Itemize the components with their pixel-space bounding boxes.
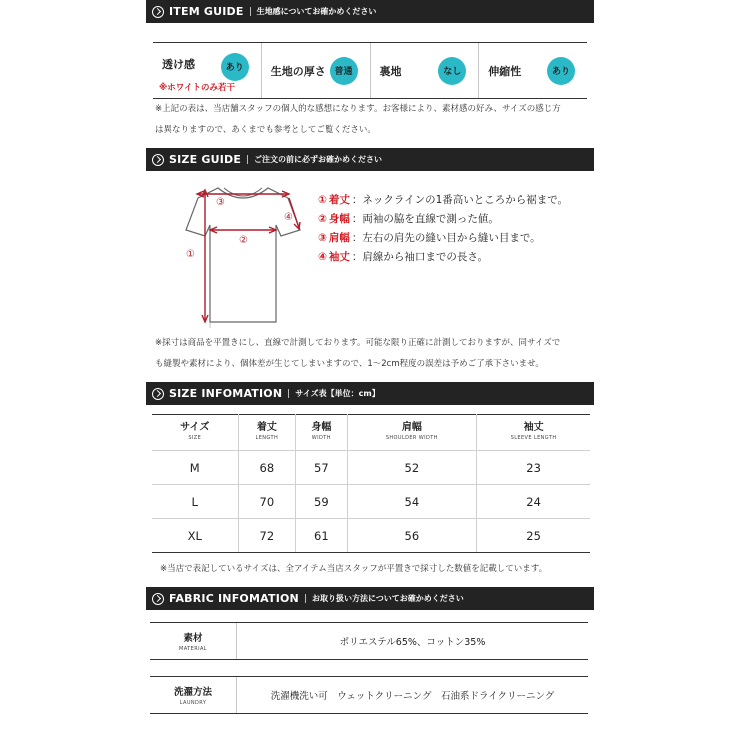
table-row (152, 485, 590, 519)
note-line: も縫製や素材により、個体差が生じてしまいますので、1〜2cm程度の誤差は予めご了承下さいませ。 (155, 359, 544, 369)
definition-number: ① (318, 194, 327, 206)
definition-row (318, 229, 568, 248)
divider (247, 155, 248, 164)
table-cell: 56 (347, 519, 477, 553)
table-cell: 57 (296, 451, 347, 485)
definition-term: 袖丈 (328, 251, 350, 263)
item-guide-label: 生地の厚さ (270, 64, 326, 78)
diagram-label-1: ① (186, 249, 195, 260)
definition-number: ③ (318, 232, 327, 244)
definition-desc: ：肩線から袖口までの長さ。 (351, 251, 488, 263)
item-guide-badge: なし (438, 57, 466, 85)
diagram-label-2: ② (239, 235, 248, 246)
fabric-material-header (150, 623, 237, 659)
definition-number: ② (318, 213, 327, 225)
table-cell: 54 (347, 485, 477, 519)
item-guide-header (146, 0, 594, 23)
size-info-header (146, 382, 594, 405)
table-row (152, 519, 590, 553)
section-subtitle: ご注文の前に必ずお確かめください (254, 155, 383, 164)
table-cell: 59 (296, 485, 347, 519)
item-guide-cell-transparency (153, 43, 262, 98)
column-header: 肩幅 SHOULDER WIDTH (347, 415, 477, 451)
fabric-laundry-row (150, 676, 588, 714)
divider (305, 594, 306, 603)
section-subtitle: 生地感についてお確かめください (256, 7, 377, 16)
diagram-label-3: ③ (216, 197, 225, 208)
diagram-label-4: ④ (284, 212, 293, 223)
section-subtitle: お取り扱い方法についてお確かめください (311, 594, 464, 603)
circle-arrow-icon (152, 593, 164, 605)
table-cell: M (152, 451, 238, 485)
size-guide-note-text (155, 333, 560, 375)
circle-arrow-icon (152, 6, 164, 18)
table-cell: 72 (238, 519, 296, 553)
item-guide-badge: 普通 (330, 57, 358, 85)
note-line: ※採寸は商品を平置きにし、直線で計測しております。可能な限り正確に計測しておりますが、同サイズで (155, 338, 561, 348)
circle-arrow-icon (152, 388, 164, 400)
definition-desc: ：左右の肩先の縫い目から縫い目まで。 (351, 232, 541, 244)
definition-term: 肩幅 (328, 232, 350, 244)
fabric-header-jp: 素材 (183, 633, 203, 644)
definition-term: 身幅 (328, 213, 350, 225)
table-cell: 61 (296, 519, 347, 553)
item-guide-table (153, 42, 587, 99)
size-table-note: ※当店で表記しているサイズは、全アイテム当店スタッフが平置きで採寸した数値を記載しています。 (160, 564, 548, 574)
definition-desc: ：ネックラインの1番高いところから裾まで。 (351, 194, 569, 206)
fabric-info-header (146, 587, 594, 610)
column-header: 身幅 WIDTH (296, 415, 347, 451)
table-cell: 68 (238, 451, 296, 485)
column-header: 着丈 LENGTH (238, 415, 296, 451)
definition-row (318, 210, 568, 229)
definition-desc: ：両袖の脇を直線で測った値。 (351, 213, 499, 225)
table-cell: XL (152, 519, 238, 553)
definition-row (318, 248, 568, 267)
definition-number: ④ (318, 251, 327, 263)
section-subtitle: サイズ表【単位：cm】 (295, 389, 380, 398)
table-cell: L (152, 485, 238, 519)
item-guide-label: 伸縮性 (488, 64, 522, 78)
item-guide-note: ※ホワイトのみ若干 (159, 83, 236, 93)
fabric-laundry-value: 洗濯機洗い可 ウェットクリーニング 石油系ドライクリーニング (270, 691, 555, 702)
section-title: ITEM GUIDE (169, 5, 244, 18)
fabric-laundry-header (150, 677, 237, 713)
fabric-header-en: LAUNDRY (179, 700, 207, 706)
size-table (152, 414, 590, 553)
item-guide-label: 裏地 (379, 64, 402, 78)
item-guide-cell-stretch (479, 43, 587, 98)
section-title: FABRIC INFOMATION (169, 592, 299, 605)
size-guide-header (146, 148, 594, 171)
section-title: SIZE INFOMATION (169, 387, 283, 400)
divider (250, 7, 251, 16)
note-line: ※上記の表は、当店舗スタッフの個人的な感想になります。お客様により、素材感の好み、サイズの感じ方 (155, 104, 561, 114)
circle-arrow-icon (152, 154, 164, 166)
tshirt-outline (186, 188, 300, 322)
table-cell: 25 (477, 519, 590, 553)
table-cell: 24 (477, 485, 590, 519)
divider (288, 389, 289, 398)
item-guide-note-text (155, 99, 561, 141)
item-guide-badge: あり (221, 53, 249, 81)
definition-row (318, 191, 568, 210)
item-guide-cell-thickness (262, 43, 371, 98)
table-cell: 23 (477, 451, 590, 485)
item-guide-label: 透け感 (162, 57, 195, 71)
table-row (152, 451, 590, 485)
item-guide-badge: あり (547, 57, 575, 85)
fabric-header-jp: 洗濯方法 (173, 687, 212, 698)
tshirt-diagram (176, 180, 311, 330)
size-definitions (318, 191, 568, 267)
table-cell: 70 (238, 485, 296, 519)
note-line: は異なりますので、あくまでも参考としてご覧ください。 (155, 125, 376, 135)
column-header: サイズ SIZE (152, 415, 238, 451)
section-title: SIZE GUIDE (169, 153, 242, 166)
item-guide-cell-lining (371, 43, 480, 98)
column-header: 袖丈 SLEEVE LENGTH (477, 415, 590, 451)
fabric-material-value: ポリエステル65%、コットン35% (339, 637, 486, 648)
fabric-header-en: MATERIAL (179, 646, 207, 652)
table-header-row (152, 415, 590, 451)
fabric-material-row (150, 622, 588, 660)
definition-term: 着丈 (328, 194, 350, 206)
table-cell: 52 (347, 451, 477, 485)
